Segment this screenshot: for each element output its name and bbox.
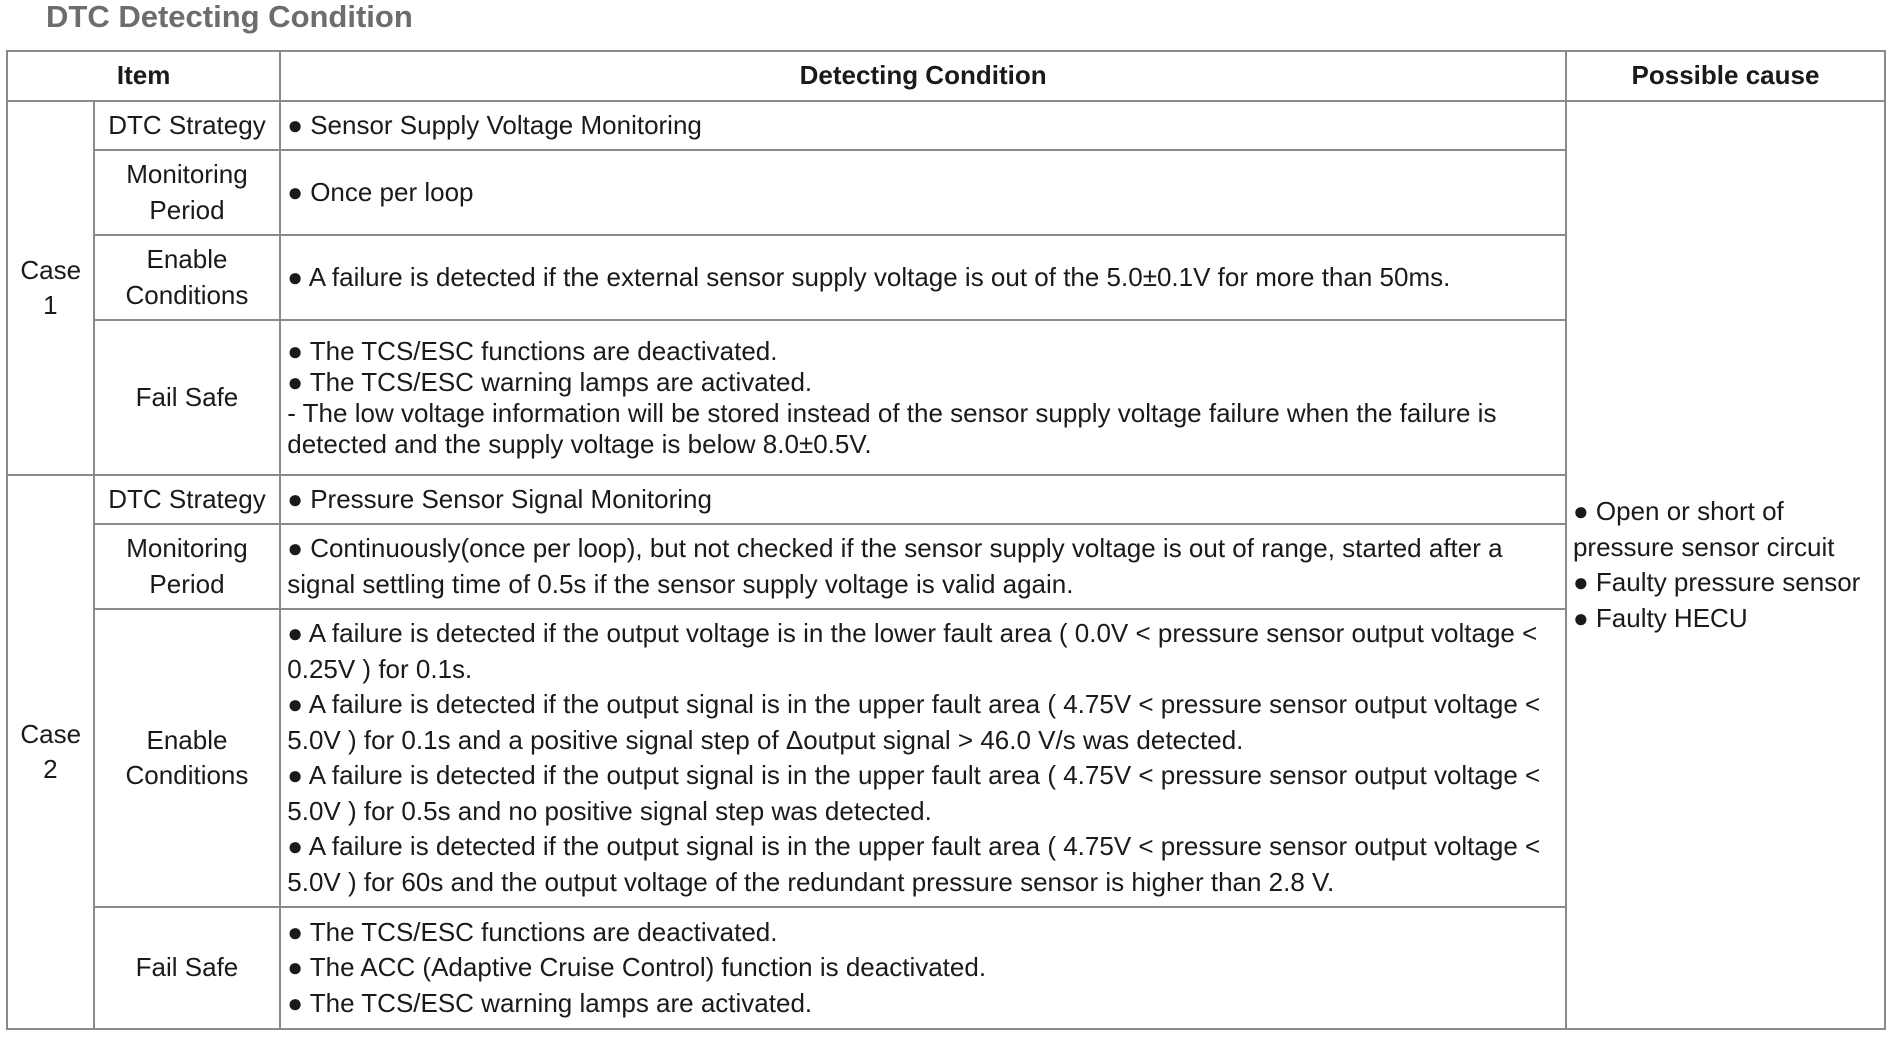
condition-line: ● A failure is detected if the external sensor supply voltage is out of the 5.0±0.1V for more than 50ms. <box>287 261 1451 292</box>
case1-enable-conditions-label: Enable Conditions <box>94 235 281 320</box>
header-detecting-condition: Detecting Condition <box>280 51 1566 101</box>
header-row <box>7 51 1885 101</box>
case2-monitoring-period-value <box>280 524 1566 609</box>
condition-line: ● Sensor Supply Voltage Monitoring <box>287 109 702 140</box>
condition-line: ● The TCS/ESC functions are deactivated. <box>287 916 778 947</box>
possible-cause-cell <box>1566 101 1885 1029</box>
condition-line: ● The TCS/ESC warning lamps are activated. <box>287 366 813 397</box>
case2-monitoring-period-label: Monitoring Period <box>94 524 281 609</box>
case1-dtc-strategy-value <box>280 101 1566 150</box>
case1-enable-conditions-value <box>280 235 1566 320</box>
header-possible-cause: Possible cause <box>1566 51 1885 101</box>
dtc-condition-table <box>6 50 1886 1030</box>
case2-enable-conditions-value <box>280 609 1566 907</box>
case1-monitoring-period-value <box>280 150 1566 235</box>
case1-fail-safe-value <box>280 320 1566 475</box>
condition-line: ● A failure is detected if the output signal is in the upper fault area ( 4.75V < pressure sensor output voltage < 5.0V ) for 0.1s and a positive signal step of Δoutput signal > 46.0 V/s was detected. <box>287 689 1541 755</box>
condition-line: ● The TCS/ESC functions are deactivated. <box>287 335 778 366</box>
condition-line: ● A failure is detected if the output voltage is in the lower fault area ( 0.0V < pressure sensor output voltage < 0.25V ) for 0.1s. <box>287 618 1538 684</box>
case2-fail-safe-label: Fail Safe <box>94 907 281 1029</box>
cause-line: ● Faulty HECU <box>1572 602 1748 633</box>
condition-line: ● Pressure Sensor Signal Monitoring <box>287 483 712 514</box>
condition-line: ● A failure is detected if the output signal is in the upper fault area ( 4.75V < pressure sensor output voltage < 5.0V ) for 60s and the output voltage of the redundant pressure sensor is higher than 2.8 V. <box>287 831 1541 897</box>
cause-line: ● Open or short of pressure sensor circuit <box>1572 496 1835 562</box>
condition-line: ● A failure is detected if the output signal is in the upper fault area ( 4.75V < pressure sensor output voltage < 5.0V ) for 0.5s and no positive signal step was detected. <box>287 760 1541 826</box>
case1-fail-safe-label: Fail Safe <box>94 320 281 475</box>
case1-label: Case 1 <box>7 101 94 475</box>
case2-label: Case 2 <box>7 475 94 1029</box>
header-item: Item <box>7 51 280 101</box>
case2-enable-conditions-label: Enable Conditions <box>94 609 281 907</box>
case1-dtc-strategy-label: DTC Strategy <box>94 101 281 150</box>
section-title: DTC Detecting Condition <box>46 0 413 34</box>
case2-dtc-strategy-label: DTC Strategy <box>94 475 281 524</box>
case2-dtc-strategy-value <box>280 475 1566 524</box>
cause-line: ● Faulty pressure sensor <box>1572 567 1861 597</box>
case1-dtc-strategy-row <box>7 101 1885 150</box>
condition-line: ● Continuously(once per loop), but not checked if the sensor supply voltage is out of range, started after a signal settling time of 0.5s if the sensor supply voltage is valid again. <box>287 533 1503 599</box>
condition-line: - The low voltage information will be stored instead of the sensor supply voltage failure when the failure is detected and the supply voltage is below 8.0±0.5V. <box>287 397 1497 459</box>
condition-line: ● The TCS/ESC warning lamps are activated. <box>287 987 813 1018</box>
case1-monitoring-period-label: Monitoring Period <box>94 150 281 235</box>
condition-line: ● The ACC (Adaptive Cruise Control) function is deactivated. <box>287 952 987 983</box>
condition-line: ● Once per loop <box>287 176 474 207</box>
case2-fail-safe-value <box>280 907 1566 1029</box>
